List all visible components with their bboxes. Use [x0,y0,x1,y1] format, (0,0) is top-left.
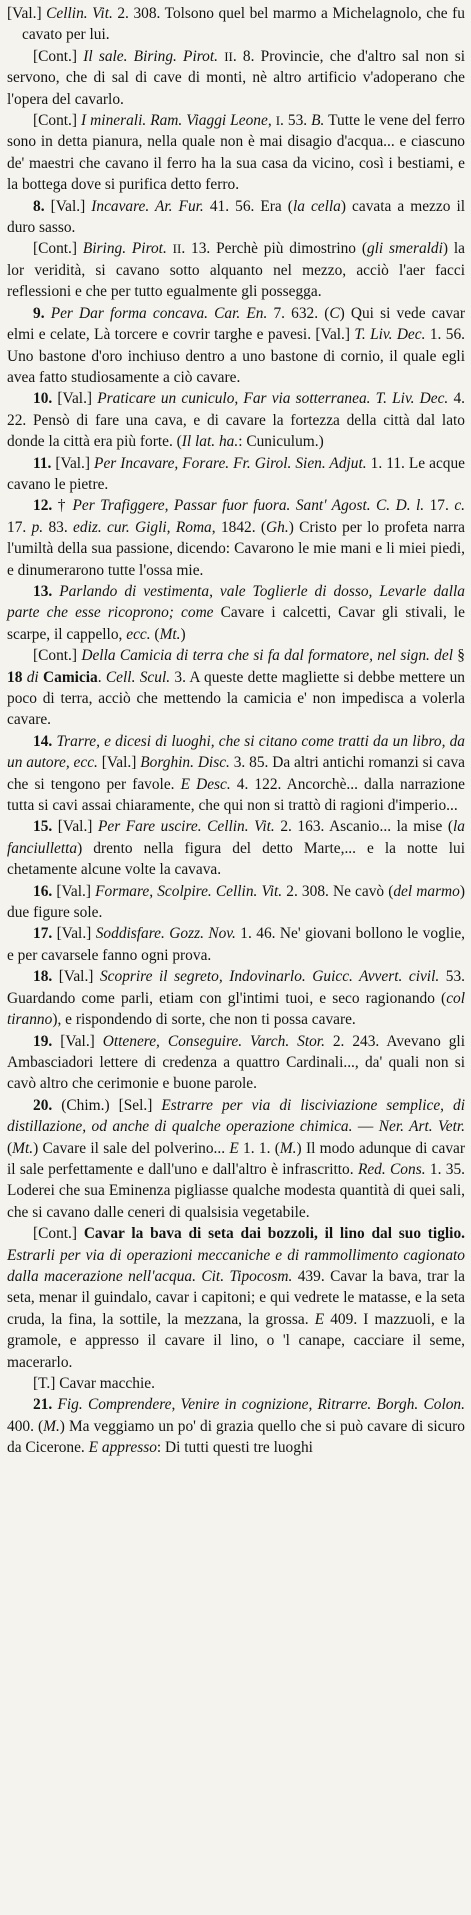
paragraph-11: 14. Trarre, e dicesi di luoghi, che si citano come tratti da un libro, da un autore, ecc. [Val.] Borghin. Disc. 3. 85. Da altri antichi romanzi si cava che si tengono per favole. E Desc. 4. 122. Ancorchè... dalla narrazione tutta si cavi assai chiaramente, che qui non si trattò di ragioni d'imperio... [7,732,465,815]
paragraph-3: 8. [Val.] Incavare. Ar. Fur. 41. 56. Era (la cella) cavata a mezzo il duro sasso. [7,197,466,237]
paragraph-17: 20. (Chim.) [Sel.] Estrarre per via di lisciviazione semplice, di distillazione, od anche di qualche operazione chimica. — Ner. Art. Vetr. (Mt.) Cavare il sale del polverino... E 1. 1. (M.) Il modo adunque di cavar il sale perfettamente e dall'uno e dall'altro è infrascritto. Red. Cons. 1. 35. Loderei che sua Eminenza pigliasse qualche modesta quantità di quei sali, che si cavano dalle ceneri di qualsisia vegetabile. [7,1096,465,1221]
paragraph-2: [Cont.] I minerali. Ram. Viaggi Leone, I. 53. B. Tutte le vene del ferro sono in detta pianura, nella quale non è mai disagio d'acqua... e ciascuno de' maestri che cavano il ferro ha la sua casa da vicino, così i bestiami, e la bottega dove si purifica detto ferro. [7,112,466,194]
paragraph-12: 15. [Val.] Per Fare uscire. Cellin. Vit. 2. 163. Ascanio... la mise (la fanciulletta) drento nella figura del detto Marte,... e la notte lui chetamente alcune volte la cavava. [7,818,465,879]
paragraph-19: [T.] Cavar macchie. [33,1375,155,1392]
paragraph-6: 10. [Val.] Praticare un cuniculo, Far via sotterranea. T. Liv. Dec. 4. 22. Pensò di fare una cava, e di cavare la fortezza della città dal lato donde la città era più forte. (Il lat. ha.: Cuniculum.) [7,390,466,451]
paragraph-0: [Val.] Cellin. Vit. 2. 308. Tolsono quel bel marmo a Michelagnolo, che fu cavato per lui. [7,5,465,44]
paragraph-1: [Cont.] Il sale. Biring. Pirot. II. 8. Provincie, che d'altro sal non si servono, che di sal di cave di monti, nè altro artificio v'adoperano che l'opera del cavarlo. [7,47,465,108]
paragraph-9: 13. Parlando di vestimenta, vale Toglierle di dosso, Levarle dalla parte che esse ricoprono; come Cavare i calcetti, Cavar gli stivali, le scarpe, il cappello, ecc. (Mt.) [7,582,466,643]
paragraph-15: 18. [Val.] Scoprire il segreto, Indovinarlo. Guicc. Avvert. civil. 53. Guardando come parli, etiam con gl'intimi tuoi, e seco ragionando (col tiranno), e rispondendo di sorte, che non ti possa cavare. [7,968,466,1029]
paragraph-16: 19. [Val.] Ottenere, Conseguire. Varch. Stor. 2. 243. Avevano gli Ambasciadori lettere di credenza a quattro Cardinali..., da' quali non si cavò altro che cerimonie e buone parole. [7,1032,465,1093]
paragraph-10: [Cont.] Della Camicia di terra che si fa dal formatore, nel sign. del § 18 di Camicia. Cell. Scul. 3. A queste dette magliette si debbe mettere un poco di terra, acciò che mettendo la camicia e' non impedisca a volerla cavare. [7,647,465,729]
paragraph-20: 21. Fig. Comprendere, Venire in cognizione, Ritrarre. Borgh. Colon. 400. (M.) Ma veggiamo un po' di grazia quello che si può cavare di sicuro da Cicerone. E appresso: Di tutti questi tre luoghi [7,1396,465,1457]
paragraph-8: 12. † Per Trafiggere, Passar fuor fuora. Sant' Agost. C. D. l. 17. c. 17. p. 83. ediz. cur. Gigli, Roma, 1842. (Gh.) Cristo per lo profeta narra l'umiltà della sua passione, dicendo: Cavarono le mie mani e li miei piedi, e dinumerarono tutte l'ossa mie. [7,497,465,579]
paragraph-13: 16. [Val.] Formare, Scolpire. Cellin. Vit. 2. 308. Ne cavò (del marmo) due figure sole. [7,882,466,922]
paragraph-18: [Cont.] Cavar la bava di seta dai bozzoli, il lino dal suo tiglio. Estrarli per via di operazioni meccaniche e di rammollimento cagionato dalla macerazione nell'acqua. Cit. Tipocosm. 439. Cavar la bava, trar la seta, menar il guindalo, cavar i capitoni; e qui vedrete le matasse, e la seta cruda, la fina, la sottile, la mezzana, la grossa. E 409. I mazzuoli, e la gramole, e appresso il cavare il lino, o 'l canape, cacciare il seme, macerarlo. [7,1225,466,1371]
paragraph-7: 11. [Val.] Per Incavare, Forare. Fr. Girol. Sien. Adjut. 1. 11. Le acque cavano le pietre. [7,454,466,493]
paragraph-14: 17. [Val.] Soddisfare. Gozz. Nov. 1. 46. Ne' giovani bollono le voglie, e per cavarsele fanno ogni prova. [7,925,465,964]
paragraph-5: 9. Per Dar forma concava. Car. En. 7. 632. (C) Qui si vede cavar elmi e celate, Là torcere e covrir targhe e pavesi. [Val.] T. Liv. Dec. 1. 56. Uno bastone d'oro inchiuso dentro a uno bastone di cornio, il quale egli avea fatto studiosamente a ciò cavare. [7,304,465,386]
paragraph-4: [Cont.] Biring. Pirot. II. 13. Perchè più dimostrino (gli smeraldi) la lor veridità, si cavano sotto alquanto nel mezzo, acciò l'aer facci reflessioni e che per tutto egualmente gli possegga. [7,240,465,301]
